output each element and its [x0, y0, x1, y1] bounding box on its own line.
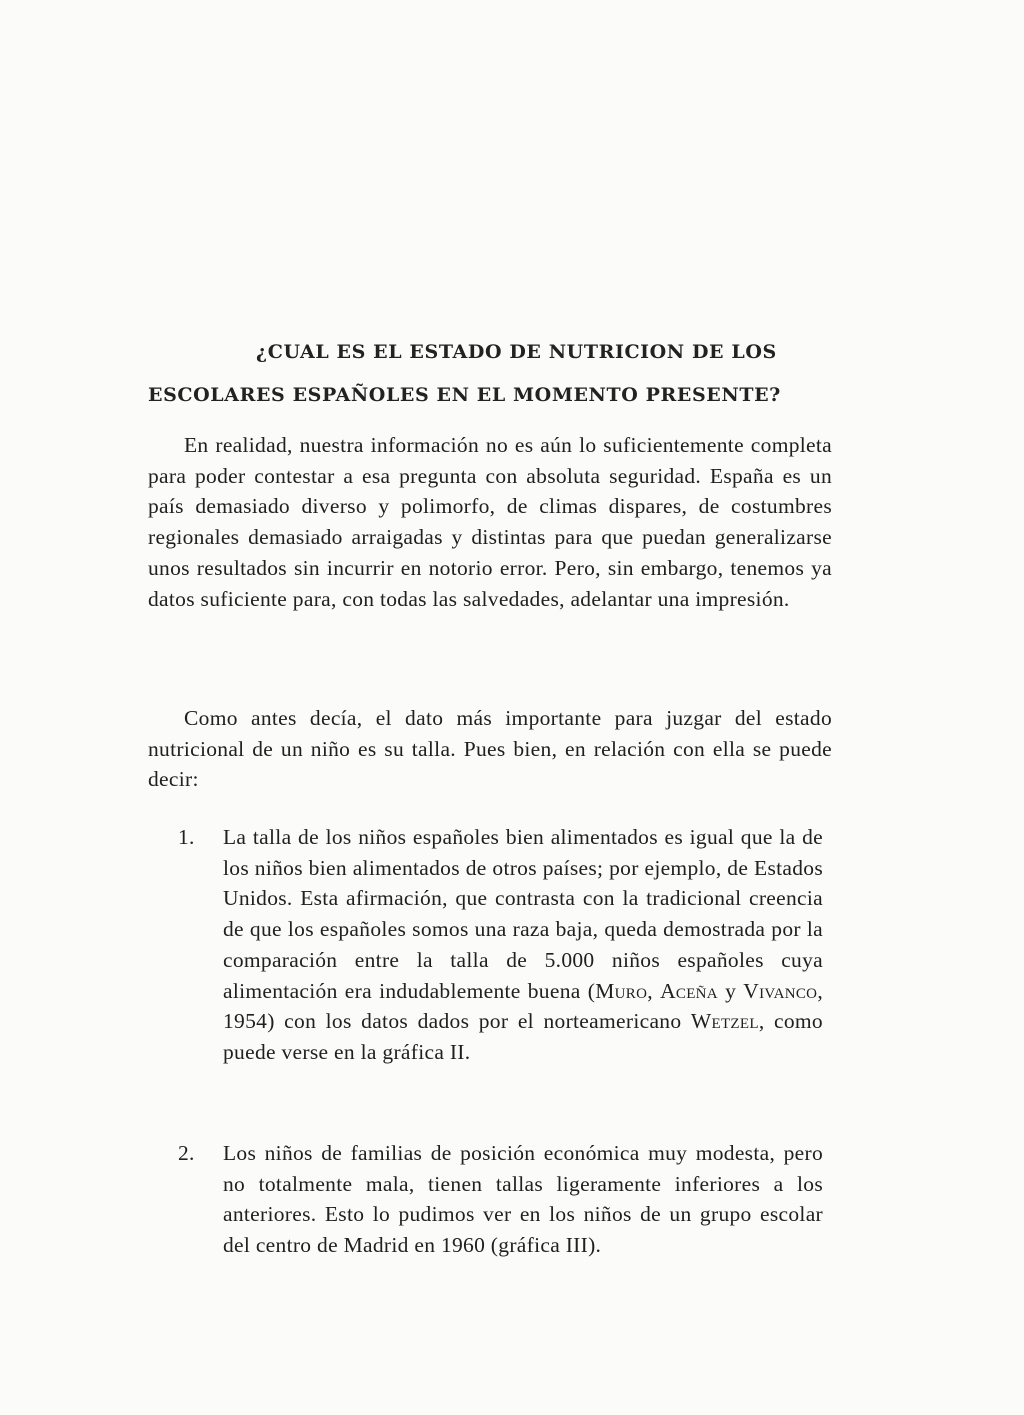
- author-separator: ,: [647, 978, 661, 1003]
- list-item-text-b: , 1954) con los datos dados por el norteamericano: [223, 978, 824, 1034]
- author-wetzel: Wetzel: [690, 1009, 759, 1034]
- list-item-text: [223, 822, 823, 1068]
- paragraph-2: Como antes decía, el dato más importante para juzgar del estado nutricional de un niño es su talla. Pues bien, en relación con ella se puede decir:: [148, 706, 832, 792]
- list-item-text-a: La talla de los niños españoles bien alimentados es igual que la de los niños bien alimentados de otros países; por ejemplo, de Estados Unidos. Esta afirmación, que contrasta con la tradicional creencia de que los españoles somos una raza baja, queda demostrada por la comparación entre la talla de 5.000 niños españoles cuya alimentación era indudablemente buena (: [223, 825, 823, 1003]
- author-acena: Aceña: [660, 978, 718, 1003]
- list-item-text: Los niños de familias de posición económica muy modesta, pero no totalmente mala, tienen tallas ligeramente inferiores a los anteriores. Esto lo pudimos ver en los niños de un grupo escolar del centro de Madrid en 1960 (gráfica III).: [223, 1141, 823, 1258]
- paragraph-1: En realidad, nuestra información no es aún lo suficientemente completa para poder contestar a esa pregunta con absoluta seguridad. España es un país demasiado diverso y polimorfo, de climas dispares, de costumbres regionales demasiado arraigadas y distintas para que puedan generalizarse unos resultados sin incurrir en notorio error. Pero, sin embargo, tenemos ya datos suficiente para, con todas las salvedades, adelantar una impresión.: [148, 433, 832, 611]
- author-vivanco: Vivanco: [743, 978, 818, 1003]
- list-item-text-c: , como puede verse en la gráfica II.: [223, 1009, 823, 1064]
- list-item-number: 1.: [178, 825, 195, 849]
- author-muro: Muro: [595, 978, 648, 1003]
- title-line-2: ESCOLARES ESPAÑOLES EN EL MOMENTO PRESENTE?: [148, 384, 781, 406]
- list-item-number: 2.: [178, 1141, 195, 1165]
- author-separator: y: [717, 978, 744, 1003]
- title-line-1: ¿CUAL ES EL ESTADO DE NUTRICION DE LOS: [256, 341, 777, 363]
